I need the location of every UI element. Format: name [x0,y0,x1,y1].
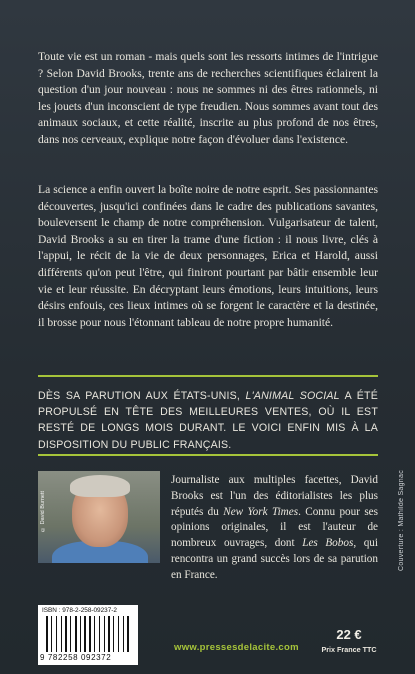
barcode-stripe [99,616,100,652]
barcode-stripe [65,616,67,652]
barcode-stripe [101,616,103,652]
barcode-stripe [61,616,62,652]
barcode-stripe [113,616,114,652]
barcode-stripe [118,616,119,652]
barcode-stripe [111,616,112,652]
divider-bottom [38,454,378,456]
cover-credit: Couverture : Mathilde Sagnac [398,470,405,572]
barcode-stripe [75,616,78,652]
barcode-stripe [127,616,129,652]
author-photo [38,471,160,563]
barcode-stripe [120,616,123,652]
barcode-stripe [87,616,88,652]
barcode-stripe [96,616,99,652]
barcode-stripe [49,616,50,652]
intro-paragraph-2: La science a enfin ouvert la boîte noire de notre esprit. Ses passionnantes découvertes, jusqu'ici confinées dans le cadre des publications savantes, bouleversent le champ de notre compréhension. Vulgarisateur de talent, David Brooks a su en tirer la trame d'une fiction : il nous livre, clés à l'appui, le récit de la vie de deux personnages, Erica et Harold, aussi différents qu'on peut l'être, qui finiront pourtant par bâtir ensemble leur vie et leur réussite. En décryptant leurs émotions, leurs intuitions, leurs désirs enfouis, ces lieux intimes où se forgent le caractère et la destinée, il brosse pour nous l'étonnant tableau de notre propre humanité. [38,183,378,329]
divider-top [38,375,378,377]
barcode-stripe [94,616,95,652]
promo-book-title: L'ANIMAL SOCIAL [245,390,340,402]
promo-text-after: A ÉTÉ PROPULSÉ EN TÊTE DES MEILLEURES VENTES, OÙ IL EST RESTÉ DE LONGS MOIS DURANT. LE VOICI ENFIN MIS À LA DISPOSITION DU PUBLIC FRANÇAIS. [38,390,378,451]
publisher-url: www.pressesdelacite.com [174,642,299,653]
barcode-stripe [123,616,124,652]
barcode-panel [38,605,138,665]
barcode-stripe [70,616,71,652]
barcode-stripe [72,616,74,652]
barcode-stripe [125,616,126,652]
barcode-stripe [108,616,110,652]
barcode-stripe [53,616,55,652]
bio-newspaper: New York Times [223,505,299,518]
barcode-stripe [106,616,107,652]
barcode-stripe [130,616,131,652]
barcode-stripe [115,616,117,652]
isbn-label: ISBN : 978-2-258-09237-2 [42,607,117,614]
barcode-stripe [78,616,79,652]
bio-part-2: . Connu pour ses opinions originales, il est l'auteur de nombreux ouvrages, dont [171,505,378,550]
barcode-stripe [51,616,52,652]
price: 22 € [336,627,362,642]
barcode-stripe [57,616,60,652]
barcode-stripe [84,616,86,652]
barcode-icon [46,616,132,652]
bio-part-3: , qui rencontra un grand succès lors de sa parution en France. [171,537,379,581]
barcode-stripe [89,616,91,652]
author-bio [171,473,378,584]
barcode-stripe [46,616,48,652]
barcode-stripe [68,616,69,652]
intro-paragraph-1: Toute vie est un roman - mais quels sont les ressorts intimes de l'intrigue ? Selon David Brooks, trente ans de recherches scientifiques éclairent la question d'un jour nouveau : nous ne sommes ni des êtres rationnels, ni les jouets d'un inconscient de type freudien. Nous sommes avant tout des animaux sociaux, et cette réalité, inscrite au plus profond de nos êtres, dans nos cerveaux, explique notre façon d'évoluer dans l'existence. [38,50,378,146]
price-note: Prix France TTC [321,645,377,654]
barcode-stripe [56,616,57,652]
author-photo-hair [70,475,130,497]
barcode-number: 9 782258 092372 [40,653,112,662]
barcode-stripe [92,616,93,652]
photo-credit: © David Burnett [40,491,46,532]
bio-part-1: Journaliste aux multiples facettes, David Brooks est l'un des éditorialistes les plus réputés du [171,474,378,518]
barcode-stripe [63,616,64,652]
promo-text [38,388,378,453]
barcode-stripe [80,616,81,652]
promo-text-before: DÈS SA PARUTION AUX ÉTATS-UNIS, [38,390,246,402]
barcode-stripe [82,616,83,652]
bio-book-title: Les Bobos [302,537,354,550]
barcode-stripe [104,616,105,652]
